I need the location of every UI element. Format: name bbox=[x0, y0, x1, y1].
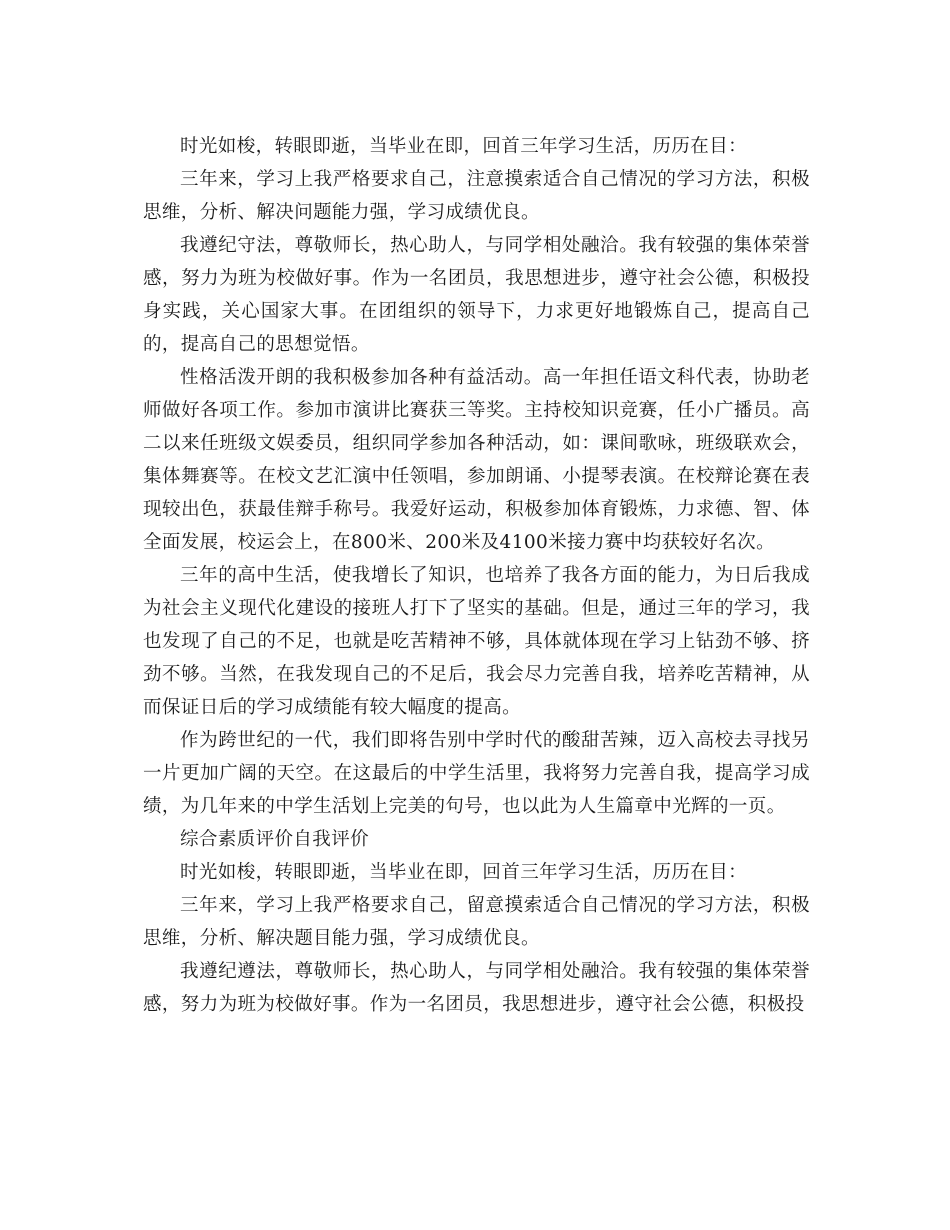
paragraph-activities: 性格活泼开朗的我积极参加各种有益活动。高一年担任语文科代表，协助老师做好各项工作。参加市演讲比赛获三等奖。主持校知识竞赛，任小广播员。高二以来任班级文娱委员，组织同学参加各种活动，如：课间歌咏，班级联欢会，集体舞赛等。在校文艺汇演中任领唱，参加朗诵、小提琴表演。在校辩论赛在表现较出色，获最佳辩手称号。我爱好运动，积极参加体育锻炼，力求德、智、体全面发展，校运会上，在800米、200米及4100米接力赛中均获较好名次。 bbox=[143, 367, 810, 553]
paragraph-intro: 时光如梭，转眼即逝，当毕业在即，回首三年学习生活，历历在目： bbox=[180, 136, 748, 157]
document-body bbox=[143, 130, 810, 1021]
paragraph-study: 三年来，学习上我严格要求自己，注意摸索适合自己情况的学习方法，积极思维，分析、解决问题能力强，学习成绩优良。 bbox=[143, 169, 810, 223]
section-heading: 综合素质评价自我评价 bbox=[180, 829, 370, 850]
paragraph-reflection: 三年的高中生活，使我增长了知识，也培养了我各方面的能力，为日后我成为社会主义现代化建设的接班人打下了坚实的基础。但是，通过三年的学习，我也发现了自己的不足，也就是吃苦精神不够，具体就体现在学习上钻劲不够、挤劲不够。当然，在我发现自己的不足后，我会尽力完善自我，培养吃苦精神，从而保证日后的学习成绩能有较大幅度的提高。 bbox=[143, 565, 810, 718]
paragraph-intro-repeat: 时光如梭，转眼即逝，当毕业在即，回首三年学习生活，历历在目： bbox=[180, 862, 748, 883]
paragraph-conduct: 我遵纪守法，尊敬师长，热心助人，与同学相处融洽。我有较强的集体荣誉感，努力为班为校做好事。作为一名团员，我思想进步，遵守社会公德，积极投身实践，关心国家大事。在团组织的领导下，力求更好地锻炼自己，提高自己的，提高自己的思想觉悟。 bbox=[143, 235, 810, 355]
paragraph-conduct-repeat: 我遵纪遵法，尊敬师长，热心助人，与同学相处融洽。我有较强的集体荣誉感，努力为班为校做好事。作为一名团员，我思想进步，遵守社会公德，积极投 bbox=[143, 961, 810, 1015]
paragraph-outlook: 作为跨世纪的一代，我们即将告别中学时代的酸甜苦辣，迈入高校去寻找另一片更加广阔的天空。在这最后的中学生活里，我将努力完善自我，提高学习成绩，为几年来的中学生活划上完美的句号，也以此为人生篇章中光辉的一页。 bbox=[143, 730, 810, 817]
paragraph-study-repeat: 三年来，学习上我严格要求自己，留意摸索适合自己情况的学习方法，积极思维，分析、解决题目能力强，学习成绩优良。 bbox=[143, 895, 810, 949]
